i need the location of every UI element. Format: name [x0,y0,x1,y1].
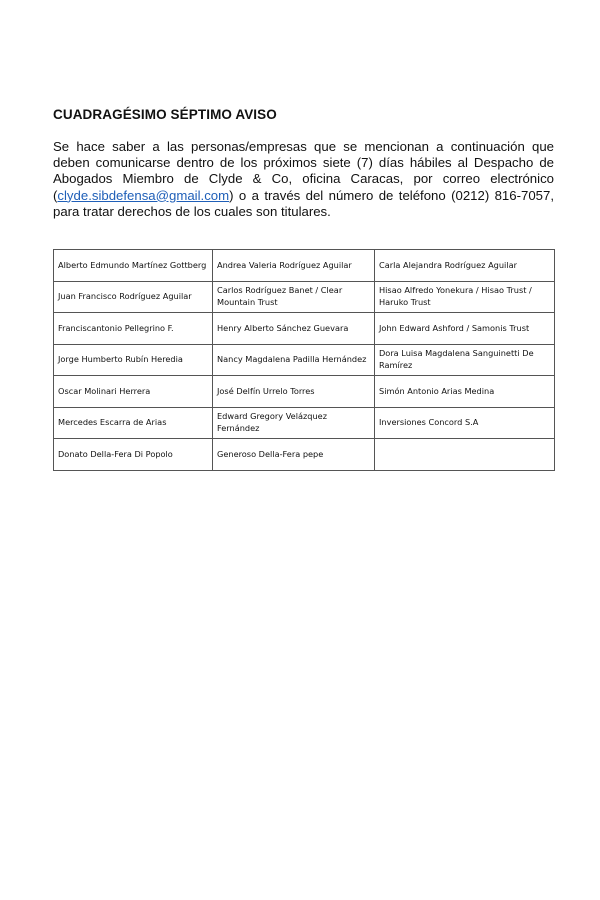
table-row [54,250,555,282]
table-cell: Generoso Della-Fera pepe [213,439,375,471]
table-cell: Oscar Molinari Herrera [54,376,213,408]
names-table [53,249,555,471]
table-row [54,407,555,439]
table-cell: Henry Alberto Sánchez Guevara [213,313,375,345]
table-cell: Dora Luisa Magdalena Sanguinetti De Ramírez [375,344,555,376]
table-row [54,281,555,313]
table-cell: Mercedes Escarra de Arias [54,407,213,439]
table-cell: Donato Della-Fera Di Popolo [54,439,213,471]
table-cell: Andrea Valeria Rodríguez Aguilar [213,250,375,282]
table-row [54,376,555,408]
table-cell: Hisao Alfredo Yonekura / Hisao Trust / Haruko Trust [375,281,555,313]
table-cell: Jorge Humberto Rubín Heredia [54,344,213,376]
table-cell: Alberto Edmundo Martínez Gottberg [54,250,213,282]
notice-text-before-email: Se hace saber a las personas/empresas que se mencionan a continuación que deben comunicarse dentro de los próximos siete (7) días hábiles al Despacho de Abogados Miembro de Clyde & Co, oficina Caracas, por correo electrónico ( [53,139,554,203]
table-cell: Juan Francisco Rodríguez Aguilar [54,281,213,313]
table-cell: Franciscantonio Pellegrino F. [54,313,213,345]
table-row [54,344,555,376]
email-link[interactable]: clyde.sibdefensa@gmail.com [57,187,230,203]
table-cell: Edward Gregory Velázquez Fernández [213,407,375,439]
table-cell [375,439,555,471]
table-cell: John Edward Ashford / Samonis Trust [375,313,555,345]
table-row [54,313,555,345]
notice-text-after-email: ) o a través del número de teléfono (0212) 816-7057, para tratar derechos de los cuales son titulares. [53,187,554,219]
table-cell: Simón Antonio Arias Medina [375,376,555,408]
notice-body [53,139,554,220]
table-cell: José Delfín Urrelo Torres [213,376,375,408]
table-cell: Carlos Rodríguez Banet / Clear Mountain Trust [213,281,375,313]
table-cell: Nancy Magdalena Padilla Hernández [213,344,375,376]
table-cell: Carla Alejandra Rodríguez Aguilar [375,250,555,282]
table-row [54,439,555,471]
table-cell: Inversiones Concord S.A [375,407,555,439]
notice-title: CUADRAGÉSIMO SÉPTIMO AVISO [53,107,277,122]
